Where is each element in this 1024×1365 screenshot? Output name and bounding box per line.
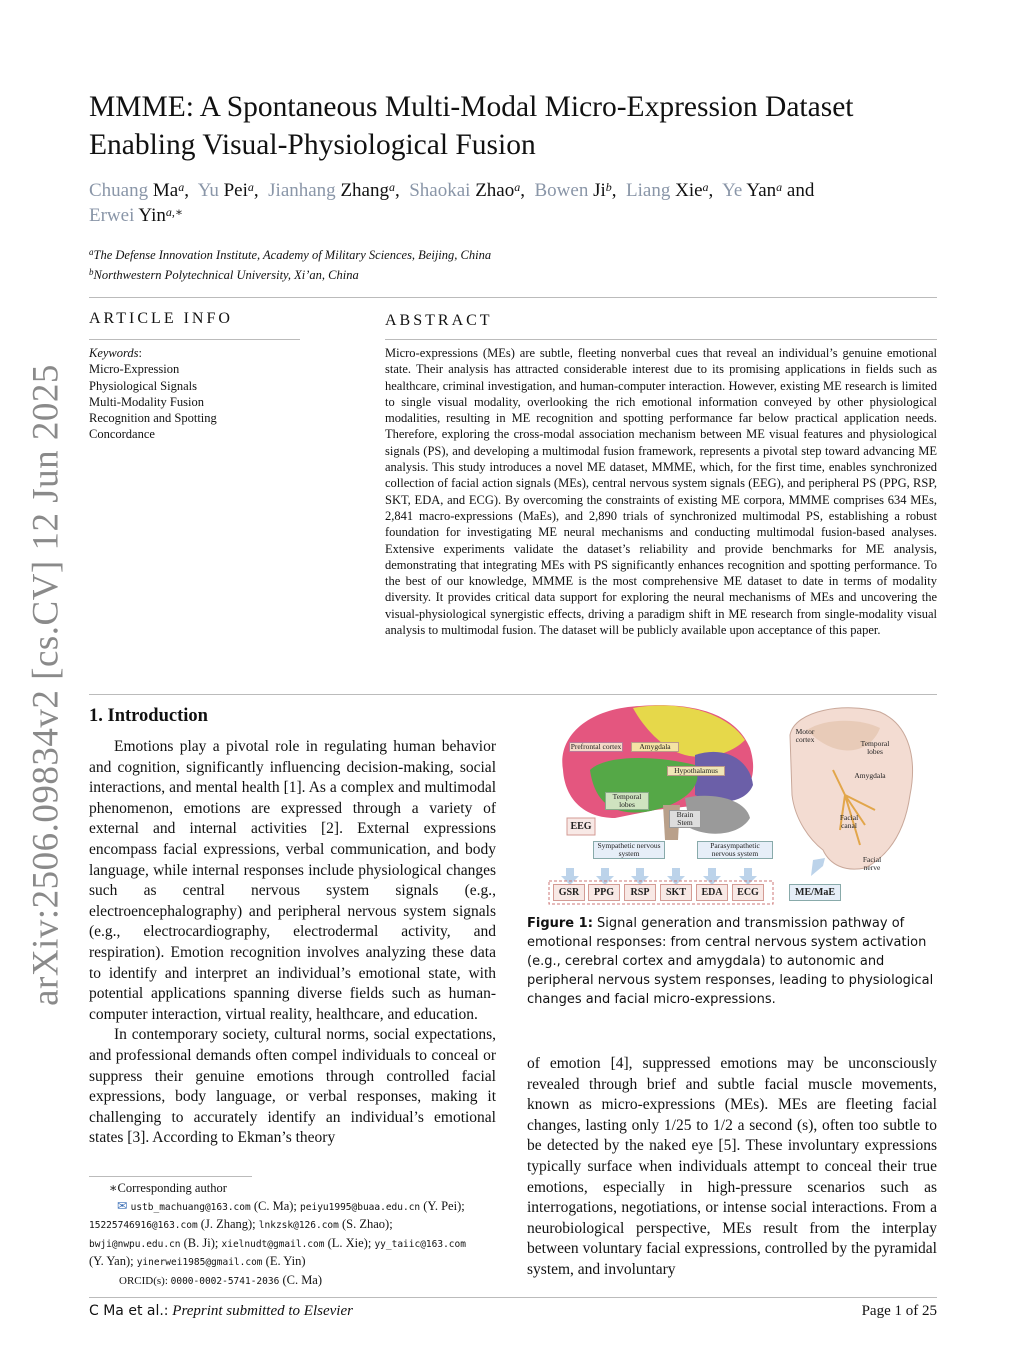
me-mae-tag: ME/MaE bbox=[789, 884, 841, 901]
figure-1-illustration bbox=[545, 700, 935, 905]
label-prefrontal: Prefrontal cortex bbox=[570, 742, 622, 751]
eeg-label: EEG bbox=[570, 821, 592, 832]
paper-title: MMME: A Spontaneous Multi-Modal Micro-Expression Dataset Enabling Visual-Physiological Fusion bbox=[89, 91, 854, 161]
intro-right-column bbox=[527, 1054, 937, 1281]
email-line: ✉ ustb_machuang@163.com (C. Ma); peiyu1995@buaa.edu.cn (Y. Pei); bbox=[117, 1198, 465, 1213]
label-temporal-lobes: Temporal lobes bbox=[605, 792, 649, 810]
signal-tag: PPG bbox=[588, 884, 620, 901]
label-parasympathetic: Parasympathetic nervous system bbox=[697, 841, 773, 859]
divider bbox=[385, 339, 937, 340]
signal-tag: ECG bbox=[732, 884, 764, 901]
author: Erwei Yin$^{a,∗}$ bbox=[89, 205, 184, 226]
signal-tag: RSP bbox=[624, 884, 656, 901]
author-list: Chuang Ma$^a$, Yu Pei$^a$, Jianhang Zhang$^a$, Shaokai Zhao$^a$, Bowen Ji$^b$, Liang Xie$^a$, Ye Yan$^a$ and Erwei Yin$^{a,∗}$ bbox=[89, 180, 815, 226]
label-hypothalamus: Hypothalamus bbox=[667, 766, 725, 776]
keyword: Concordance bbox=[89, 427, 155, 442]
paragraph: Emotions play a pivotal role in regulating human behavior and cognition, significantly influencing decision-making, social interactions, and mental health [1]. As a complex and multimodal phenomenon, emotions are expressed through a variety of external and internal activities [2]. External expressions encompass facial expressions, verbal communication, and body language, while internal responses include physiological changes such as central nervous system signals (e.g., electroencephalography) and peripheral nervous system signals (e.g., electrocardiography, electrodermal activity, and respiration). Emotion recognition involves analyzing these data to identify and interpret an individual’s emotional state, with potential applications spanning diverse fields such as human-computer interaction, virtual reality, healthcare, and education. bbox=[89, 738, 496, 1023]
orcid-line: ORCID(s): 0000-0002-5741-2036 (C. Ma) bbox=[119, 1272, 323, 1287]
abstract-text: Micro-expressions (MEs) are subtle, fleeting nonverbal cues that reveal an individual’s genuine emotional state. Their analysis has attracted considerable interest due to its promising applications in fields such as healthcare, criminal investigation, and human-computer interaction. However, existing ME research is limited to single visual modality, overlooking the rich emotional information conveyed by other physiological modalities, resulting in ME recognition and spotting performance far below practical application needs. Therefore, exploring the cross-modal association mechanism between ME visual features and physiological signals (PS), and developing a multimodal fusion framework, represents a pivotal step toward advancing ME analysis. This study introduces a novel ME dataset, MMME, which, for the first time, enables synchronized collection of facial action signals (MEs), central nervous system signals (EEG), and peripheral PS (PPG, RSP, SKT, EDA, and ECG). By overcoming the constraints of existing ME corpora, MMME comprises 634 MEs, 2,841 macro-expressions (MaEs), and 2,890 trials of synchronized multimodal PS, establishing a robust foundation for investigating ME neural mechanisms and conducting multimodal fusion-based analyses. Extensive experiments validate the dataset’s reliability and provide benchmarks for ME analysis, demonstrating that integrating MEs with PS significantly enhances recognition and spotting performance. To the best of our knowledge, MMME is the most comprehensive ME dataset to date in terms of modality diversity. It provides critical data support for exploring the neural mechanisms of MEs and uncovering the visual-physiological synergistic effects, driving a paradigm shift in ME research from single-modality visual analysis to multimodal fusion. The dataset will be publicly available upon acceptance of this paper. bbox=[385, 346, 937, 638]
paragraph: In contemporary society, cultural norms, social expectations, and professional demands often compel individuals to conceal or suppress their genuine emotions through controlled facial expressions, body language, or verbal responses, making it challenging to accurately identify an individual’s emotional states [3]. According to Ekman’s theory bbox=[89, 1026, 496, 1147]
divider bbox=[89, 339, 300, 340]
keywords-block: Keywords: Micro-Expression Physiological Signals Multi-Modality Fusion Recognition and Spotting Concordance bbox=[89, 345, 309, 443]
author: Ye Yan$^a$ bbox=[722, 180, 783, 201]
arxiv-sidebar-stamp bbox=[20, 364, 72, 1006]
label-face-temporal: Temporal lobes bbox=[860, 739, 890, 756]
affiliation: $^a$The Defense Innovation Institute, Academy of Military Sciences, Beijing, China bbox=[89, 247, 492, 262]
signal-tag: EDA bbox=[696, 884, 728, 901]
abstract-heading: ABSTRACT bbox=[385, 312, 493, 329]
signal-tag: SKT bbox=[660, 884, 692, 901]
divider bbox=[89, 694, 937, 695]
keyword: Micro-Expression bbox=[89, 362, 180, 377]
email-line: bwji@nwpu.edu.cn (B. Ji); xielnudt@gmail.com (L. Xie); yy_taiic@163.com bbox=[89, 1235, 466, 1250]
corresponding-author: ∗Corresponding author bbox=[109, 1181, 227, 1195]
intro-left-column bbox=[89, 737, 496, 1149]
author: Jianhang Zhang$^a$, bbox=[268, 180, 410, 201]
label-face-amygdala: Amygdala bbox=[854, 771, 886, 780]
brain-pathway-diagram bbox=[545, 700, 935, 905]
arxiv-id: arXiv:2506.09834v2 [cs.CV] 12 Jun 2025 bbox=[25, 364, 67, 1006]
page-number: Page 1 of 25 bbox=[861, 1303, 937, 1319]
label-brain-stem: Brain Stem bbox=[669, 810, 701, 828]
author: Chuang Ma$^a$, bbox=[89, 180, 198, 201]
author: Yu Pei$^a$, bbox=[197, 180, 269, 201]
author: Bowen Ji$^b$, bbox=[534, 180, 627, 201]
email-line: (Y. Yan); yinerwei1985@gmail.com (E. Yin) bbox=[89, 1254, 306, 1268]
paragraph: of emotion [4], suppressed emotions may be unconsciously revealed through brief and subtle facial muscle movements, known as micro-expressions (MEs). MEs are fleeting facial changes, lasting only 1/25 to 1/2 a second (s), often too subtle to be detected by the naked eye [5]. These involuntary expressions typically surface when individuals attempt to conceal their true emotions, especially in high-pressure scenarios such as interrogations, negotiations, or intense social interactions. From a neurobiological perspective, MEs result from the interplay between voluntary facial expressions, controlled by the pyramidal system, and involuntary bbox=[527, 1055, 937, 1278]
envelope-icon: ✉ bbox=[117, 1198, 128, 1213]
label-sympathetic: Sympathetic nervous system bbox=[593, 841, 665, 859]
label-facial-nerve: Facial nerve bbox=[862, 855, 882, 872]
keyword: Physiological Signals bbox=[89, 378, 197, 393]
divider bbox=[89, 297, 937, 298]
footer-left: C Ma et al.: Preprint submitted to Elsevier bbox=[89, 1303, 353, 1319]
keyword: Recognition and Spotting bbox=[89, 411, 217, 426]
keyword: Multi-Modality Fusion bbox=[89, 394, 204, 409]
label-motor-cortex: Motor cortex bbox=[795, 727, 815, 744]
footnote-rule bbox=[89, 1176, 252, 1177]
section-heading: 1. Introduction bbox=[89, 706, 208, 726]
figure-1-caption: Figure 1: Signal generation and transmission pathway of emotional responses: from central nervous system activation (e.g., cerebral cortex and amygdala) to autonomic and peripheral nervous system responses, leading to physiological changes and facial micro-expressions. bbox=[527, 916, 934, 1007]
author: Shaokai Zhao$^a$, bbox=[409, 180, 535, 201]
article-info-heading: ARTICLE INFO bbox=[89, 310, 233, 327]
label-facial-canal: Facial canal bbox=[839, 813, 859, 830]
author: Liang Xie$^a$, bbox=[626, 180, 723, 201]
signal-tag: GSR bbox=[553, 884, 585, 901]
affiliation: $^b$Northwestern Polytechnical University, Xi’an, China bbox=[89, 267, 359, 282]
footnote bbox=[89, 1180, 499, 1290]
label-amygdala: Amygdala bbox=[631, 742, 679, 752]
email-line: 15225746916@163.com (J. Zhang); lnkzsk@126.com (S. Zhao); bbox=[89, 1217, 393, 1231]
footer-rule bbox=[89, 1297, 937, 1298]
